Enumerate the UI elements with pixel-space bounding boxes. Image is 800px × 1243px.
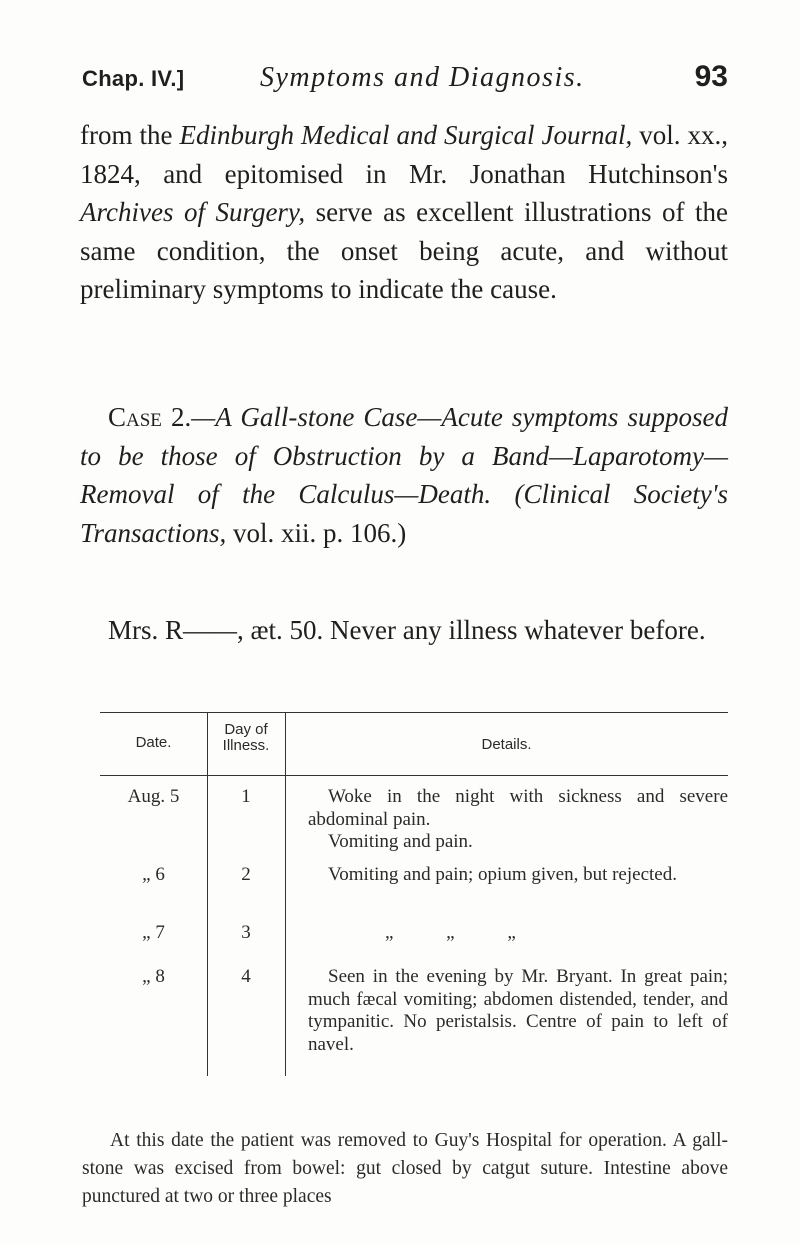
column-divider: [207, 713, 208, 775]
detail-line: Seen in the evening by Mr. Bryant. In great pain; much fæcal vomiting; abdomen distended, tender, and tympanitic. No peristalsis. Centre of pain to left of navel.: [308, 966, 728, 1055]
page-number: 93: [694, 60, 728, 93]
row-date: „ 8: [142, 966, 165, 987]
intro-paragraph: [80, 116, 728, 309]
table-header: [100, 712, 728, 776]
row-day: 2: [241, 864, 251, 885]
text-run: from the: [80, 120, 180, 150]
case-label: Case 2.: [108, 402, 192, 432]
case-reference: vol. xii. p. 106.): [226, 517, 407, 548]
running-header: [82, 58, 728, 98]
detail-line: Vomiting and pain; opium given, but rejected.: [328, 864, 677, 885]
row-details: [308, 966, 728, 1056]
row-details: [308, 864, 728, 887]
ditto-marks: „ „ „: [385, 922, 516, 943]
header-day-of-illness: [207, 722, 285, 754]
row-date: Aug. 5: [127, 786, 180, 807]
case-title: —A Gall-stone Case—Acute symptoms supposed to be those of Obstruction by a Band—Laparotomy—Removal of the Calculus—Death. (Clinical Society's Transactions,: [80, 402, 728, 548]
column-divider: [285, 776, 286, 1076]
row-date: „ 6: [142, 864, 165, 885]
table-body: [100, 776, 728, 1151]
header-details: Details.: [481, 736, 532, 753]
archive-title: Archives of Surgery,: [80, 197, 306, 227]
header-day-line1: Day of: [224, 721, 268, 738]
column-divider: [285, 713, 286, 775]
row-day: 4: [241, 966, 251, 987]
row-day: 3: [241, 922, 251, 943]
detail-line: Woke in the night with sickness and severe abdominal pain.: [308, 786, 728, 830]
row-date: „ 7: [142, 922, 165, 943]
text-run: serve as excellent illustrations of the same condition, the onset being acute, and without preliminary symptoms to indicate the cause.: [80, 197, 729, 304]
running-title: Symptoms and Diagnosis.: [260, 62, 585, 93]
header-day-line2: Illness.: [222, 737, 270, 754]
case-heading: [80, 398, 728, 552]
chapter-label: Chap. IV.]: [82, 66, 185, 91]
header-date: Date.: [135, 734, 172, 751]
detail-line: Vomiting and pain.: [328, 831, 473, 852]
closing-paragraph: At this date the patient was removed to Guy's Hospital for operation. A gall-stone was excised from bowel: gut closed by catgut suture. Intestine above punctured at two or three places: [82, 1130, 728, 1207]
row-day: 1: [241, 786, 251, 807]
journal-title: Edinburgh Medical and Surgical Journal,: [179, 120, 633, 150]
patient-paragraph: Mrs. R——, æt. 50. Never any illness whatever before.: [108, 615, 706, 645]
text-run: vol. xx., 1824, and epitomised in Mr. Jonathan Hutchinson's: [80, 120, 728, 189]
row-details: [308, 786, 728, 854]
case-table: [100, 712, 728, 1151]
